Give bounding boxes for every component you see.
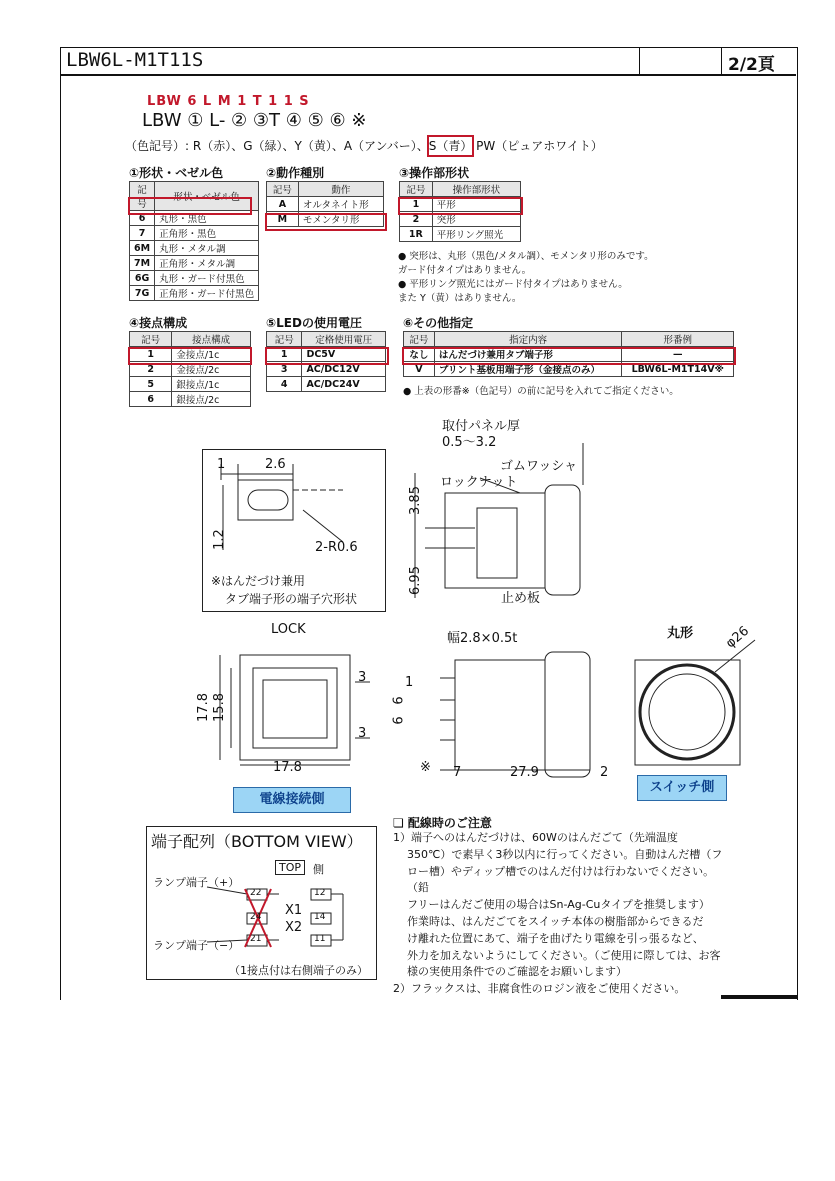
table-header: 接点構成: [172, 332, 251, 347]
cell: 平形リング照光: [432, 227, 520, 242]
table-row: [130, 286, 259, 301]
pin-label: 24: [250, 912, 262, 922]
table-row: [130, 377, 251, 392]
switch-side-label: スイッチ側: [637, 775, 727, 801]
contact-table: [129, 331, 251, 407]
table-header: 記号: [400, 182, 433, 197]
table-header: 形番例: [622, 332, 734, 347]
cell: モメンタリ形: [298, 212, 383, 227]
table-header: 記号: [267, 332, 302, 347]
round-view-drawing: [625, 620, 775, 770]
table-row: [267, 377, 386, 392]
section-title-voltage: ⑤LEDの使用電圧: [266, 316, 362, 330]
terminal-drawing: [147, 827, 376, 979]
cell: 1: [267, 347, 302, 362]
table-row: [130, 392, 251, 407]
terminal-title: 端子配列（BOTTOM VIEW）: [151, 832, 363, 851]
top-side: 側: [313, 863, 324, 876]
dim-label: 1: [405, 675, 414, 690]
cell: 3: [267, 362, 302, 377]
cell: 正角形・メタル調: [155, 256, 259, 271]
highlight-box: [128, 197, 252, 215]
panel-label: 取付パネル厚: [442, 419, 521, 434]
highlight-box: [402, 347, 736, 365]
lock-label: LOCK: [271, 622, 306, 637]
cell: —: [622, 347, 734, 362]
cell: M: [267, 212, 299, 227]
cell: 1: [130, 347, 172, 362]
dim-label: 3: [358, 670, 367, 685]
tab-label: 幅2.8×0.5t: [447, 631, 518, 646]
dim-label: 1: [217, 457, 226, 472]
note-line: フリーはんだご使用の場合はSn-Ag-Cuタイプを推奨します）: [407, 898, 710, 912]
side-view2-diagram: [391, 620, 625, 790]
dim-label: 15.8: [211, 693, 227, 722]
dim-label: ※: [420, 760, 431, 775]
dim-label: 17.8: [273, 760, 302, 775]
washer-label: ゴムワッシャ: [500, 459, 578, 474]
cell: 金接点/1c: [172, 347, 251, 362]
cell: 丸形・ガード付黒色: [155, 271, 259, 286]
dim-label: 2: [600, 765, 609, 780]
table-header: 記号: [404, 332, 435, 347]
pin-label: 11: [314, 934, 326, 944]
side-view-diagram: [405, 413, 600, 608]
cell: プリント基板用端子形（金接点のみ）: [434, 362, 622, 377]
dim-label: φ26: [723, 623, 753, 652]
table-row: [400, 227, 521, 242]
bottom-bar: [721, 995, 797, 999]
section-title-contact: ④接点構成: [129, 316, 188, 330]
note-line: 様の実使用条件でのご確認をお願いします）: [407, 965, 627, 979]
cell: なし: [404, 347, 435, 362]
header-divider: [639, 47, 640, 76]
dim-label: 2.6: [265, 457, 286, 472]
highlight-box: [128, 347, 252, 365]
pin-label: 22: [250, 888, 262, 898]
terminal-hole-diagram: [202, 449, 386, 612]
cell: 5: [130, 377, 172, 392]
round-title: 丸形: [667, 626, 694, 641]
cell: A: [267, 197, 299, 212]
table-row: [130, 256, 259, 271]
color-note: （色記号）: R（赤）、G（緑）、Y（黄）、A（アンバー）、S（青） PW（ピュアホワイト）: [125, 139, 603, 153]
note-line: ロー槽）やディップ槽でのはんだ付けは行わないでください。（鉛: [407, 864, 715, 895]
note-line: 350℃）で素早く3秒以内に行ってください。自動はんだ槽（フ: [407, 847, 723, 861]
table-header: 定格使用電圧: [302, 332, 386, 347]
highlight-box: [265, 213, 387, 231]
dim-label: 2-R0.6: [315, 540, 358, 555]
cell: 丸形・黒色: [155, 211, 259, 226]
operation-notes: [398, 250, 658, 306]
cell: AC/DC24V: [302, 377, 386, 392]
note-line: また Y（黄）はありません。: [398, 293, 522, 304]
cell: 1R: [400, 227, 433, 242]
stopper-label: 止め板: [501, 591, 541, 606]
table-row: [267, 197, 384, 212]
cell: 2: [130, 362, 172, 377]
wiring-title: ❏ 配線時のご注意: [393, 816, 492, 830]
table-header: 記号: [130, 182, 155, 211]
table-header: 形状・ベゼル色: [155, 182, 259, 211]
lamp-plus: ランプ端子（+）: [153, 876, 240, 889]
dim-label: 6: [391, 716, 407, 725]
highlight-box: [398, 197, 523, 215]
table-header: 操作部形状: [432, 182, 520, 197]
note-line: 2）フラックスは、非腐食性のロジン液をご使用ください。: [393, 982, 686, 996]
page-number: 2/2頁: [728, 55, 775, 75]
cell: 正角形・ガード付黒色: [155, 286, 259, 301]
wiring-side-label: 電線接続側: [233, 787, 351, 813]
dim-label: 6: [391, 696, 407, 705]
cell: V: [404, 362, 435, 377]
note-line: ● 突形は、丸形（黒色/メタル調）、モメンタリ形のみです。: [398, 251, 654, 262]
cell: 7G: [130, 286, 155, 301]
note-line: ● 平形リング照光にはガード付タイプはありません。: [398, 279, 628, 290]
note-line: け離れた位置にあて、端子を曲げたり電線を引っ張るなど、: [407, 931, 704, 945]
pin-label: 12: [314, 888, 326, 898]
cell: 2: [400, 212, 433, 227]
cell: AC/DC12V: [302, 362, 386, 377]
selected-code: LBW 6 L M 1 T 1 1 S: [147, 94, 310, 109]
section-title-operation: ③操作部形状: [399, 166, 470, 180]
dim-label: 17.8: [195, 693, 211, 722]
nut-label: ロックナット: [440, 475, 518, 490]
cell: 7: [130, 226, 155, 241]
note-line: 1）端子へのはんだづけは、60Wのはんだごて（先端温度: [393, 831, 678, 844]
highlight-box: [427, 135, 474, 157]
page-title: LBW6L-M1T11S: [66, 49, 204, 71]
cell: はんだづけ兼用タブ端子形: [434, 347, 622, 362]
cell: 1: [400, 197, 433, 212]
diagram-caption: ※はんだづけ兼用: [211, 574, 306, 588]
side-view-drawing: [405, 413, 600, 608]
pin-label: 14: [314, 912, 326, 922]
round-view-diagram: [625, 620, 775, 800]
table-header: 動作: [298, 182, 383, 197]
note-line: ガード付タイプはありません。: [398, 265, 532, 276]
x2-label: X2: [285, 920, 303, 935]
table-row: [130, 271, 259, 286]
table-header: 指定内容: [434, 332, 622, 347]
top-label: TOP: [275, 860, 305, 875]
cell: LBW6L-M1T14V※: [622, 362, 734, 377]
cell: 6G: [130, 271, 155, 286]
section-title-shape: ①形状・ベゼル色: [129, 166, 224, 180]
dim-label: 1.2: [211, 529, 227, 550]
cell: 6M: [130, 241, 155, 256]
dim-label: 6.95: [407, 566, 423, 595]
dim-label: 3: [358, 726, 367, 741]
cell: 6: [130, 392, 172, 407]
cell: 突形: [432, 212, 520, 227]
note-line: 作業時は、はんだごてをスイッチ本体の樹脂部からできるだ: [407, 914, 704, 928]
table-row: [130, 226, 259, 241]
dim-label: 27.9: [510, 765, 539, 780]
cell: 丸形・メタル調: [155, 241, 259, 256]
table-header: 記号: [267, 182, 299, 197]
terminal-footnote: （1接点付は右側端子のみ）: [229, 964, 368, 977]
cell: オルタネイト形: [298, 197, 383, 212]
cell: 銀接点/1c: [172, 377, 251, 392]
highlight-box: [265, 347, 389, 365]
cell: 銀接点/2c: [172, 392, 251, 407]
cell: 平形: [432, 197, 520, 212]
dim-label: 7: [453, 765, 462, 780]
terminal-layout: [146, 826, 377, 980]
section-title-action: ②動作種別: [266, 166, 325, 180]
cell: 7M: [130, 256, 155, 271]
dim-label: 3.85: [407, 486, 423, 515]
panel-range: 0.5〜3.2: [442, 435, 497, 450]
cell: 正角形・黒色: [155, 226, 259, 241]
code-template: LBW ① L- ② ③T ④ ⑤ ⑥ ※: [142, 110, 367, 131]
diagram-caption: タブ端子形の端子穴形状: [225, 592, 358, 606]
cell: 金接点/2c: [172, 362, 251, 377]
x1-label: X1: [285, 903, 303, 918]
header-divider: [721, 47, 722, 76]
lamp-minus: ランプ端子（−）: [153, 939, 240, 952]
cell: 6: [130, 211, 155, 226]
other-note: ● 上表の形番※（色記号）の前に記号を入れてご指定ください。: [403, 386, 679, 397]
table-row: [130, 241, 259, 256]
cell: DC5V: [302, 347, 386, 362]
table-header: 記号: [130, 332, 172, 347]
pin-label: 21: [250, 934, 262, 944]
wiring-notes: [393, 830, 723, 998]
section-title-other: ⑥その他指定: [403, 316, 474, 330]
cell: 4: [267, 377, 302, 392]
note-line: 外力を加えないようにしてください。（ご使用に際しては、お客: [407, 948, 721, 962]
